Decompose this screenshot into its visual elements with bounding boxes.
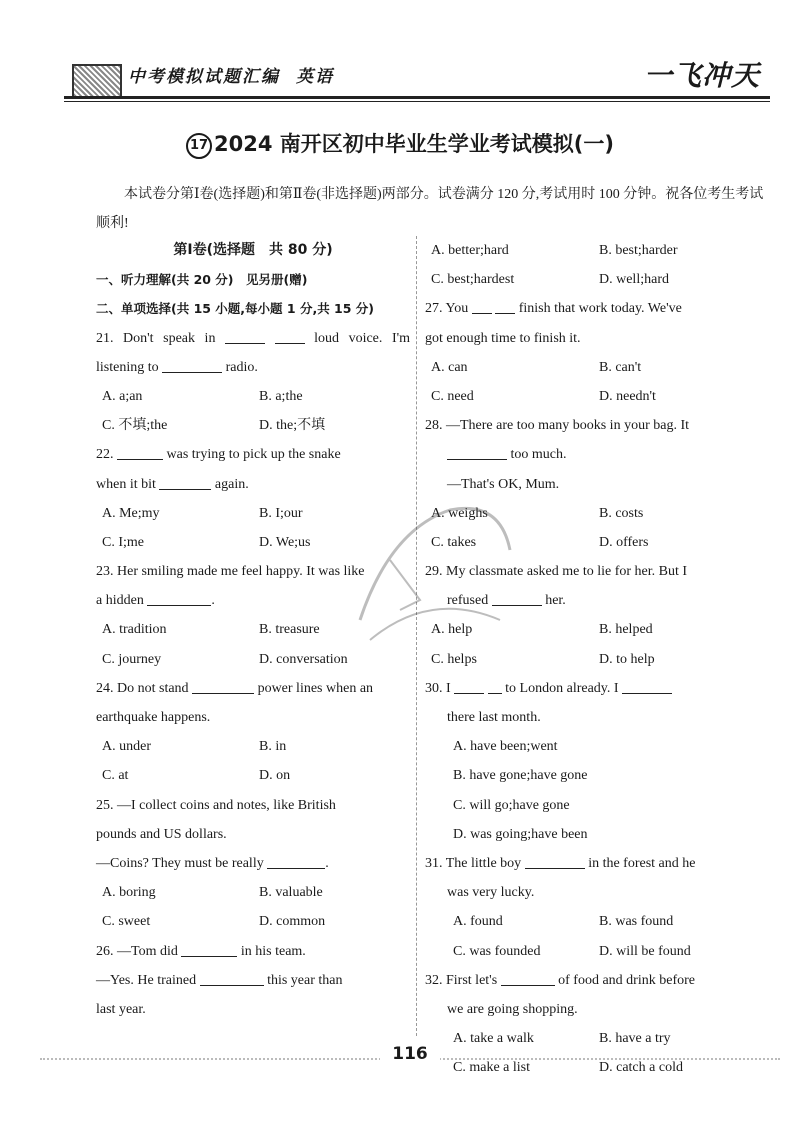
book-logo-icon: [72, 64, 122, 98]
option-a: A. Me;my: [102, 505, 160, 521]
page-header: [0, 0, 800, 100]
exam-title-text: 2024 南开区初中毕业生学业考试模拟(一): [214, 132, 614, 156]
option-b: B. was found: [599, 914, 674, 930]
option-d: D. common: [259, 914, 326, 930]
question-stem: [96, 440, 410, 469]
answer-blank: [447, 443, 507, 460]
answer-blank: [159, 473, 211, 490]
option-c: C. need: [431, 388, 474, 404]
answer-blank: [267, 852, 325, 869]
answer-blank: [525, 852, 585, 869]
option-d: D. well;hard: [599, 272, 669, 288]
question-stem: [425, 440, 761, 469]
question-27: [425, 294, 761, 411]
question-stem: [425, 674, 761, 703]
stem-text: this year than: [267, 972, 343, 988]
question-stem: —That's OK, Mum.: [447, 476, 560, 492]
stem-text: 30. I: [425, 680, 451, 696]
option-d: D. will be found: [599, 943, 691, 959]
question-stem: there last month.: [447, 710, 541, 725]
option-d: D. We;us: [259, 534, 311, 550]
question-stem: [96, 937, 410, 966]
option-d: D. catch a cold: [599, 1060, 683, 1076]
answer-blank: [488, 677, 502, 694]
stem-text: radio.: [225, 359, 258, 375]
answer-blank: [117, 443, 163, 460]
answer-blank: [495, 297, 515, 314]
question-stem: pounds and US dollars.: [96, 826, 227, 842]
book-series-title: 中考模拟试题汇编: [128, 67, 280, 87]
answer-blank: [501, 969, 555, 986]
stem-text: in the forest and he: [588, 855, 696, 871]
option-b: B. have a try: [599, 1031, 671, 1047]
stem-text: 26. —Tom did: [96, 943, 178, 959]
header-rule-thin: [64, 101, 770, 102]
question-stem: we are going shopping.: [447, 1001, 578, 1017]
question-stem: [96, 966, 410, 995]
stem-text: a hidden: [96, 593, 144, 609]
option-b: B. have gone;have gone: [453, 768, 588, 784]
option-b: B. in: [259, 739, 287, 755]
option-row: [96, 732, 410, 761]
option-a: A. under: [102, 739, 151, 755]
stem-text: 32. First let's: [425, 972, 498, 988]
brand-logo: 一飞冲天: [643, 59, 760, 92]
option-row: [425, 265, 761, 294]
option-c: C. was founded: [453, 943, 541, 959]
book-title: [128, 62, 334, 87]
stem-text: 21. Don't speak in: [96, 330, 216, 346]
question-stem: [96, 849, 410, 878]
option-c: C. at: [102, 768, 129, 784]
exam-title: [0, 128, 800, 159]
question-21: [96, 324, 410, 441]
option-row: [425, 907, 761, 936]
option-row: [96, 382, 410, 411]
option-a: A. can: [431, 359, 468, 375]
question-stem: [96, 674, 410, 703]
option-a: A. better;hard: [431, 243, 509, 258]
stem-text: again.: [214, 476, 249, 492]
option-row: [425, 1024, 761, 1053]
answer-blank: [192, 677, 254, 694]
question-stem: [425, 966, 761, 995]
option-row: [425, 937, 761, 966]
option-d: D. needn't: [599, 388, 656, 404]
stem-text: .: [211, 593, 215, 609]
option-row: [96, 878, 410, 907]
section-listening: 一、听力理解(共 20 分) 见另册(赠): [96, 272, 308, 288]
question-stem: 25. —I collect coins and notes, like British: [96, 797, 336, 813]
option-a: A. take a walk: [453, 1031, 534, 1047]
question-26: [96, 937, 410, 1025]
stem-text: 31. The little boy: [425, 855, 522, 871]
option-d: D. the;不填: [259, 418, 326, 434]
watermark-stamp-icon: [330, 470, 530, 670]
option-c: C. helps: [431, 651, 477, 667]
option-row: [96, 907, 410, 936]
section-single-choice: 二、单项选择(共 15 小题,每小题 1 分,共 15 分): [96, 301, 375, 317]
question-30: [425, 674, 761, 849]
stem-text: in his team.: [240, 943, 306, 959]
question-stem: 29. My classmate asked me to lie for her. But I: [425, 564, 688, 580]
question-stem: [96, 353, 410, 382]
question-stem: [425, 294, 761, 323]
answer-blank: [225, 327, 265, 344]
option-b: B. a;the: [259, 388, 303, 404]
option-row: [96, 411, 410, 440]
option-c: C. will go;have gone: [453, 797, 570, 813]
question-stem: was very lucky.: [447, 885, 535, 901]
answer-blank: [200, 969, 264, 986]
option-d: D. offers: [599, 534, 649, 550]
stem-text: 27. You: [425, 301, 469, 317]
stem-text: was trying to pick up the snake: [166, 447, 341, 463]
stem-text: too much.: [510, 447, 567, 463]
option-b: B. best;harder: [599, 243, 678, 258]
subject-label: 英语: [296, 67, 334, 87]
header-rule: [64, 96, 770, 99]
stem-text: of food and drink before: [558, 972, 695, 988]
option-row: [425, 236, 761, 265]
question-stem: [425, 849, 761, 878]
option-b: B. treasure: [259, 622, 320, 638]
question-stem: got enough time to finish it.: [425, 330, 581, 346]
option-row: [96, 761, 410, 790]
option-c: C. I;me: [102, 534, 144, 550]
option-b: B. I;our: [259, 505, 303, 521]
part-title: 第Ⅰ卷(选择题 共 80 分): [173, 242, 333, 258]
stem-text: power lines when an: [257, 680, 374, 696]
question-26-options: [425, 236, 761, 294]
exam-number-badge: 17: [186, 133, 212, 159]
option-c: C. best;hardest: [431, 272, 515, 288]
stem-text: loud voice. I'm: [314, 330, 411, 346]
stem-text: to London already. I: [505, 680, 619, 696]
option-c: C. 不填;the: [102, 418, 168, 434]
question-stem: last year.: [96, 1001, 146, 1017]
option-a: A. boring: [102, 885, 156, 901]
answer-blank: [181, 940, 237, 957]
question-31: [425, 849, 761, 966]
question-24: [96, 674, 410, 791]
stem-text: .: [325, 855, 329, 871]
question-25: [96, 791, 410, 937]
option-a: A. a;an: [102, 388, 143, 404]
option-c: C. sweet: [102, 914, 151, 930]
option-row: [425, 382, 761, 411]
stem-text: listening to: [96, 359, 159, 375]
stem-text: 22.: [96, 447, 114, 463]
stem-text: 24. Do not stand: [96, 680, 189, 696]
question-stem: 23. Her smiling made me feel happy. It was like: [96, 564, 365, 580]
question-32: [425, 966, 761, 1083]
stem-text: her.: [545, 593, 566, 609]
question-stem: earthquake happens.: [96, 710, 211, 725]
option-c: C. make a list: [453, 1060, 530, 1076]
option-c: C. takes: [431, 534, 477, 550]
answer-blank: [162, 356, 222, 373]
answer-blank: [147, 589, 211, 606]
exam-instructions: 本试卷分第Ⅰ卷(选择题)和第Ⅱ卷(非选择题)两部分。试卷满分 120 分,考试用时 100 分钟。祝各位考生考试顺利!: [96, 187, 764, 231]
option-row: [425, 353, 761, 382]
option-a: A. have been;went: [453, 739, 558, 755]
stem-text: refused: [447, 593, 489, 609]
option-a: A. found: [453, 914, 503, 930]
stem-text: when it bit: [96, 476, 156, 492]
option-d: D. conversation: [259, 651, 348, 667]
answer-blank: [472, 297, 492, 314]
option-d: D. on: [259, 768, 291, 784]
option-d: D. was going;have been: [453, 826, 588, 842]
option-c: C. journey: [102, 651, 162, 667]
option-d: D. to help: [599, 651, 655, 667]
stem-text: —Coins? They must be really: [96, 855, 264, 871]
option-b: B. can't: [599, 359, 642, 375]
answer-blank: [275, 327, 305, 344]
option-a: A. weighs: [431, 505, 488, 521]
answer-blank: [454, 677, 484, 694]
question-stem: [96, 324, 410, 353]
page-number: 116: [380, 1044, 440, 1064]
stem-text: —Yes. He trained: [96, 972, 197, 988]
stem-text: finish that work today. We've: [518, 301, 682, 317]
option-a: A. help: [431, 622, 473, 638]
option-a: A. tradition: [102, 622, 167, 638]
option-b: B. costs: [599, 505, 644, 521]
answer-blank: [622, 677, 672, 694]
option-b: B. helped: [599, 622, 653, 638]
option-b: B. valuable: [259, 885, 323, 901]
question-stem: 28. —There are too many books in your bag. It: [425, 418, 689, 434]
